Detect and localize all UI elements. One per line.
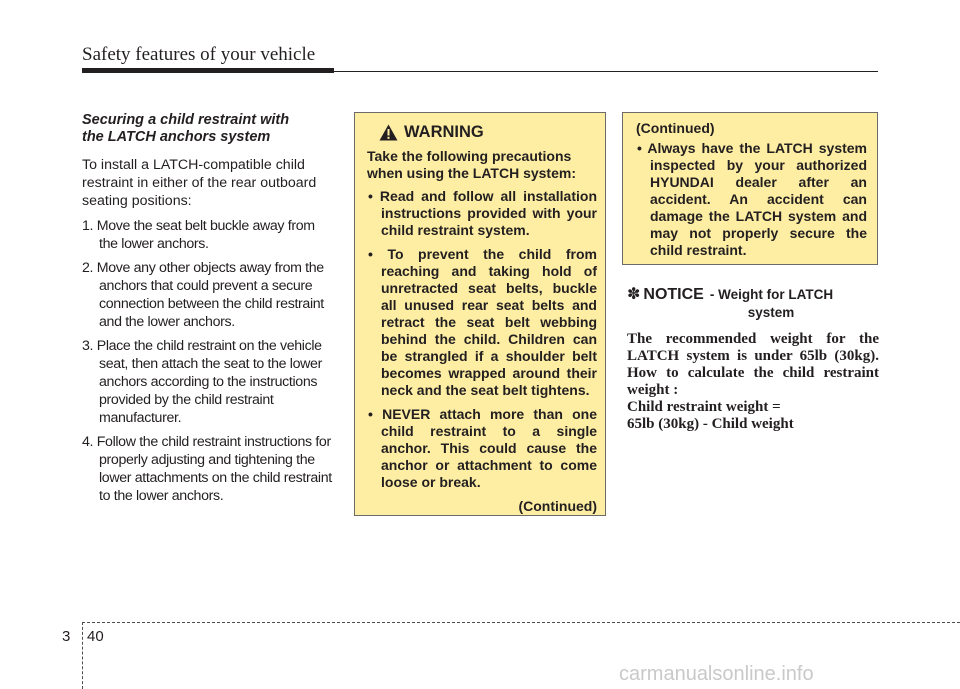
notice-body: [627, 331, 879, 433]
chapter-number: 3: [62, 628, 71, 645]
warning-title: WARNING: [404, 123, 484, 141]
step-item: 2. Move any other objects away from the anchors that could prevent a secure connection between the child restraint and the lower anchors.: [82, 260, 324, 330]
section-title-line1: Securing a child restraint with: [82, 112, 290, 128]
step-item: 1. Move the seat belt buckle away from the lower anchors.: [82, 218, 315, 252]
warning-continued: (Continued): [518, 498, 597, 514]
warning-box: [354, 112, 606, 516]
step-item: 4. Follow the child restraint instructions for properly adjusting and tightening the lower attachments on the child restraint to the lower anchors.: [82, 434, 332, 504]
continued-warning-box: [622, 112, 878, 265]
notice-title: NOTICE: [643, 286, 704, 303]
warning-item: • Read and follow all installation instructions provided with your child restraint system.: [368, 188, 597, 238]
notice-star-icon: ✽: [627, 286, 641, 303]
section-title: [82, 112, 334, 146]
page-header-title: Safety features of your vehicle: [82, 44, 316, 65]
warning-intro: Take the following precautions when using the LATCH system:: [367, 148, 576, 181]
footer-rule: [82, 622, 960, 623]
warning-list: [367, 188, 597, 491]
section-title-line2: the LATCH anchors system: [82, 129, 271, 145]
notice-header: [627, 284, 879, 304]
notice-line: 65lb (30kg) - Child weight: [627, 416, 794, 432]
warning-item: • NEVER attach more than one child restraint to a single anchor. This could cause the anchor or attachment to come loose or break.: [368, 406, 597, 490]
page-number: 40: [87, 628, 104, 645]
footer-divider: [82, 622, 83, 689]
warning-triangle-icon: [379, 124, 398, 141]
notice-line: The recommended weight for the LATCH system is under 65lb (30kg). How to calculate the child restraint weight :: [627, 331, 879, 398]
intro-text: To install a LATCH-compatible child restraint in either of the rear outboard seating positions:: [82, 157, 317, 209]
continued-list: [636, 140, 867, 259]
header-rule-thin: [334, 71, 878, 72]
watermark-text: carmanualsonline.info: [619, 663, 814, 685]
notice-section: [627, 284, 879, 433]
step-item: 3. Place the child restraint on the vehicle seat, then attach the seat to the lower anchors according to the instructions provided by the child restraint manufacturer.: [82, 338, 322, 426]
warning-header: [379, 122, 597, 142]
continued-item: • Always have the LATCH system inspected by your authorized HYUNDAI dealer after an accident. An accident can damage the LATCH system and may not properly secure the child restraint.: [637, 140, 867, 258]
left-column: [82, 112, 334, 511]
warning-item: • To prevent the child from reaching and taking hold of unretracted seat belts, buckle all unused rear seat belts and retract the seat belt webbing behind the child. Children can be strangled if a shoulder belt becomes wrapped around their neck and the seat belt tightens.: [368, 246, 597, 398]
steps-list: [82, 217, 334, 505]
header-rule-thick: [82, 68, 334, 73]
notice-subtitle: - Weight for LATCH: [709, 287, 834, 302]
continued-heading: (Continued): [636, 120, 715, 136]
notice-line: Child restraint weight =: [627, 399, 781, 415]
notice-subtitle-2: system: [747, 305, 795, 320]
